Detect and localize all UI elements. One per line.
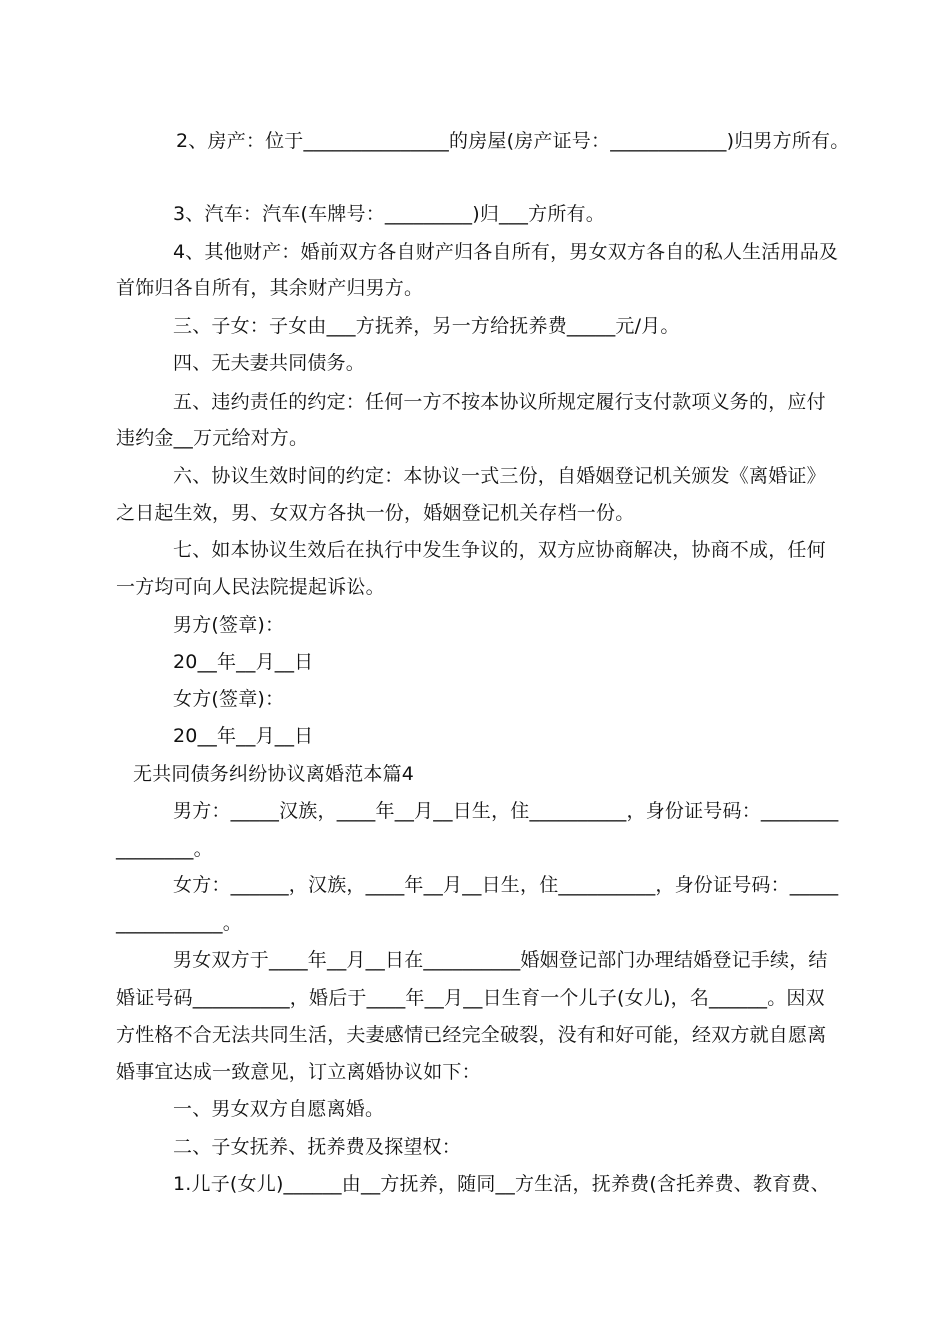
- paragraph-dispute-line-1: 七、如本协议生效后在执行中发生争议的，双方应协商解决，协商不成，任何: [173, 539, 826, 561]
- paragraph-effective-line-2: 之日起生效，男、女双方各执一份，婚姻登记机关存档一份。: [116, 502, 635, 524]
- male-signature-line: 男方(签章)：: [173, 614, 285, 636]
- clause-2-line: 二、子女抚养、抚养费及探望权：: [173, 1136, 462, 1158]
- paragraph-dispute-line-2: 一方均可向人民法院提起诉讼。: [116, 576, 385, 598]
- paragraph-breach-line-1: 五、违约责任的约定：任何一方不按本协议所规定履行支付款项义务的，应付: [173, 391, 826, 413]
- paragraph-breach-line-2: 违约金__万元给对方。: [116, 427, 309, 449]
- paragraph-car-line-1: 3、汽车：汽车(车牌号：_________)归___方所有。: [173, 203, 605, 225]
- female-info-line-2: ___________。: [116, 912, 242, 934]
- intro-line-1: 男女双方于____年__月__日在__________婚姻登记部门办理结婚登记手续，结: [173, 949, 828, 971]
- clause-2-1-line: 1.儿子(女儿)______由__方抚养，随同__方生活，抚养费(含托养费、教育费、: [173, 1173, 830, 1195]
- paragraph-effective-line-1: 六、协议生效时间的约定：本协议一式三份，自婚姻登记机关颁发《离婚证》: [173, 465, 826, 487]
- clause-1-line: 一、男女双方自愿离婚。: [173, 1098, 385, 1120]
- female-signature-line: 女方(签章)：: [173, 688, 285, 710]
- date-line-2: 20__年__月__日: [173, 725, 314, 747]
- paragraph-other-property-line-1: 4、其他财产：婚前双方各自财产归各自所有，男女双方各自的私人生活用品及: [173, 241, 839, 263]
- female-info-line-1: 女方：______，汉族，____年__月__日生，住__________，身份证号码：_____: [173, 874, 839, 896]
- male-info-line-1: 男方：_____汉族，____年__月__日生，住__________，身份证号码：________: [173, 800, 839, 822]
- male-info-line-2: ________。: [116, 838, 213, 860]
- paragraph-other-property-line-2: 首饰归各自所有，其余财产归男方。: [116, 277, 424, 299]
- intro-line-3: 方性格不合无法共同生活，夫妻感情已经完全破裂，没有和好可能，经双方就自愿离: [116, 1024, 827, 1046]
- section-heading: 无共同债务纠纷协议离婚范本篇4: [133, 763, 415, 785]
- intro-line-2: 婚证号码__________，婚后于____年__月__日生育一个儿子(女儿)，名______。因双: [116, 987, 825, 1009]
- paragraph-house-line-1: 2、房产：位于_______________的房屋(房产证号：____________)归男方所有。: [176, 130, 850, 152]
- paragraph-debt-line-1: 四、无夫妻共同债务。: [173, 352, 366, 374]
- intro-line-4: 婚事宜达成一致意见，订立离婚协议如下：: [116, 1061, 481, 1083]
- paragraph-children-line-1: 三、子女：子女由___方抚养，另一方给抚养费_____元/月。: [173, 315, 680, 337]
- date-line-1: 20__年__月__日: [173, 651, 314, 673]
